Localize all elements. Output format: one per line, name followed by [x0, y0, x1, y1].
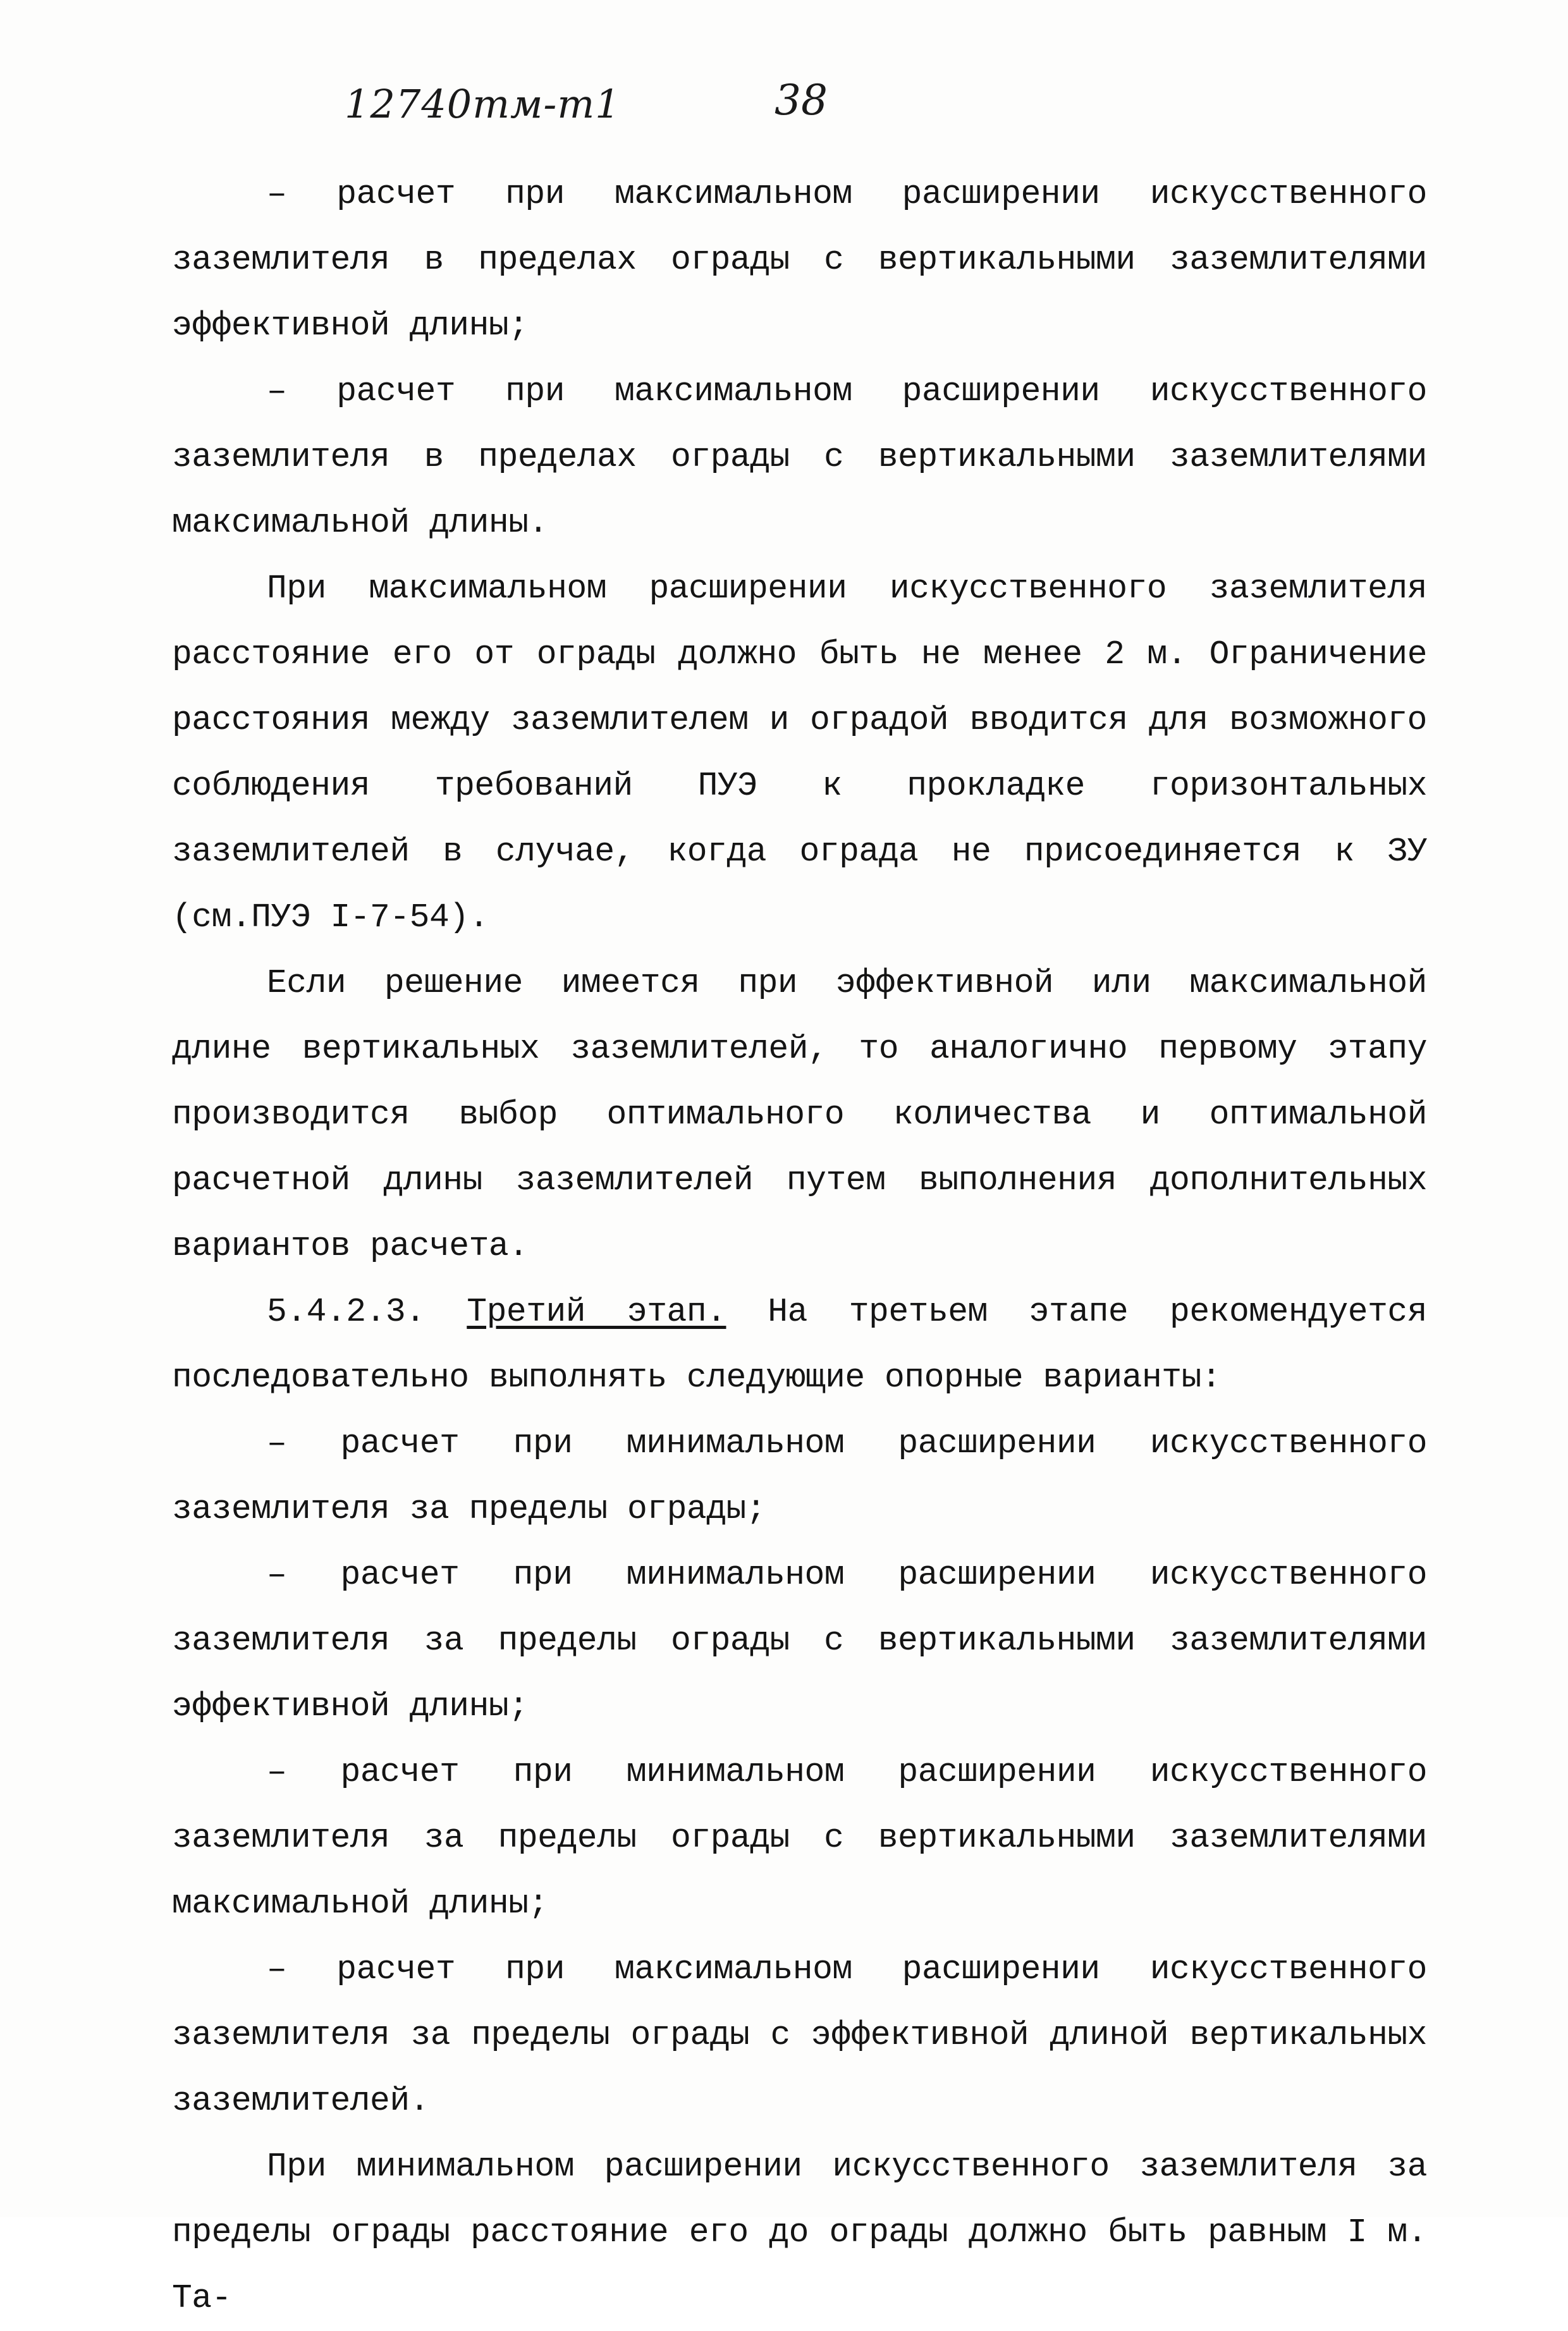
- paragraph: – расчет при максимальном расширении искусственного заземлителя за пределы ограды с эффективной длиной вертикальных заземлителей.: [172, 1950, 1427, 2120]
- paragraph: При минимальном расширении искусственного заземлителя за пределы ограды расстояние его до ограды должно быть равным I м. Та-: [172, 2148, 1427, 2317]
- paragraph: Если решение имеется при эффективной или максимальной длине вертикальных заземлителей, то аналогично первому этапу производится выбор оптимального количества и оптимальной расчетной длины заземлителей путем выполнения дополнительных вариантов расчета.: [172, 964, 1427, 1265]
- page-number: 38: [775, 76, 828, 125]
- section-text: На третьем этапе рекомендуется последовательно выполнять следующие опорные варианты:: [172, 1293, 1427, 1397]
- document-code: 12740тм-т1: [345, 81, 621, 127]
- paragraph: – расчет при минимальном расширении искусственного заземлителя за пределы ограды с вертикальными заземлителями максимальной длины;: [172, 1753, 1427, 1923]
- section-number: 5.4.2.3.: [267, 1293, 426, 1331]
- paragraph: – расчет при максимальном расширении искусственного заземлителя в пределах ограды с вертикальными заземлителями максимальной длины.: [172, 372, 1427, 542]
- paragraph: – расчет при минимальном расширении искусственного заземлителя за пределы ограды;: [172, 1424, 1427, 1528]
- paragraph: – расчет при максимальном расширении искусственного заземлителя в пределах ограды с вертикальными заземлителями эффективной длины;: [172, 175, 1427, 345]
- paragraph: – расчет при минимальном расширении искусственного заземлителя за пределы ограды с вертикальными заземлителями эффективной длины;: [172, 1556, 1427, 1725]
- section-5-4-2-3-paragraph: [172, 1279, 1427, 1410]
- section-heading: Третий этап.: [467, 1293, 726, 1331]
- paragraph: При максимальном расширении искусственного заземлителя расстояние его от ограды должно быть не менее 2 м. Ограничение расстояния между заземлителем и оградой вводится для возможного соблюдения требований ПУЭ к прокладке горизонтальных заземлителей в случае, когда ограда не присоединяется к ЗУ (см.ПУЭ I-7-54).: [172, 570, 1427, 936]
- document-body: [172, 161, 1427, 2331]
